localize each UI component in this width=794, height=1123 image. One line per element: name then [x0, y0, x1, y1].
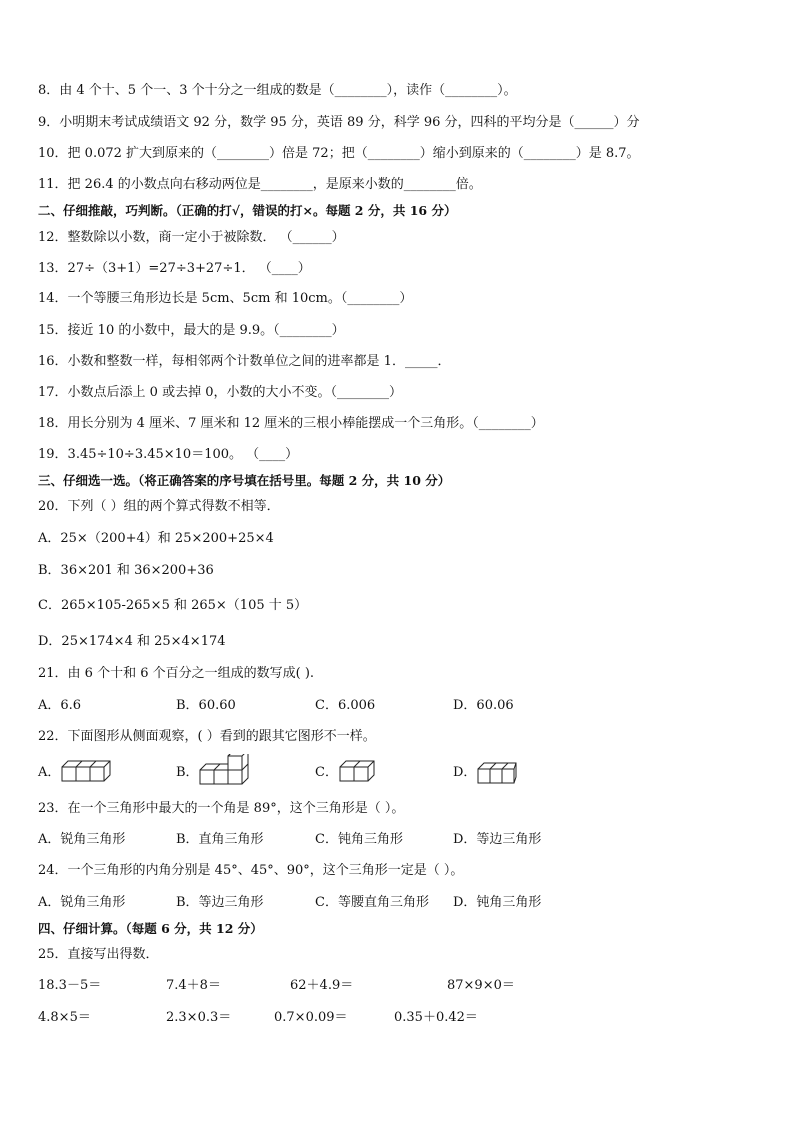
question-20-stem: 20．下列（ ）组的两个算式得数不相等．: [38, 499, 280, 514]
calc-item: 18.3－5＝: [38, 978, 102, 993]
question-18: 18．用长分别为 4 厘米、7 厘米和 12 厘米的三根小棒能摆成一个三角形。（________）: [38, 416, 544, 431]
calc-item: 0.35＋0.42＝: [394, 1010, 478, 1025]
question-20-option-d: D．25×174×4 和 25×4×174: [38, 634, 226, 649]
question-23-stem: 23．在一个三角形中最大的一个角是 89°，这个三角形是（ ）。: [38, 801, 405, 816]
calc-item: 7.4＋8＝: [166, 978, 221, 993]
section-4-heading: 四、仔细计算。（每题 6 分，共 12 分）: [38, 921, 263, 936]
question-16: 16．小数和整数一样，每相邻两个计数单位之间的进率都是 1．_____．: [38, 354, 451, 369]
question-24-option-a: A．锐角三角形: [38, 895, 126, 910]
question-21-stem: 21．由 6 个十和 6 个百分之一组成的数写成( ).: [38, 666, 315, 681]
calc-item: 62＋4.9＝: [290, 978, 354, 993]
cube-figure-a: [60, 759, 112, 785]
question-12: 12．整数除以小数，商一定小于被除数． （______）: [38, 230, 345, 245]
question-23-option-b: B．直角三角形: [176, 832, 264, 847]
question-22-stem: 22．下面图形从侧面观察，( ）看到的跟其它图形不一样。: [38, 729, 376, 744]
calc-item: 0.7×0.09＝: [274, 1010, 348, 1025]
question-23-option-c: C．钝角三角形: [315, 832, 403, 847]
question-23-option-a: A．锐角三角形: [38, 832, 126, 847]
question-21-option-d: D．60.06: [453, 698, 514, 713]
calc-item: 2.3×0.3＝: [166, 1010, 232, 1025]
question-22-option-b: B．: [176, 765, 199, 780]
question-21-option-b: B．60.60: [176, 698, 236, 713]
question-24-stem: 24．一个三角形的内角分别是 45°、45°、90°，这个三角形一定是（ ）。: [38, 863, 464, 878]
calc-item: 87×9×0＝: [447, 978, 515, 993]
section-2-heading: 二、仔细推敲，巧判断。（正确的打√，错误的打×。每题 2 分，共 16 分）: [38, 203, 457, 218]
question-21-option-a: A．6.6: [38, 698, 82, 713]
question-13: 13．27÷（3+1）=27÷3+27÷1． （____）: [38, 261, 311, 276]
question-22-option-c: C．: [315, 765, 338, 780]
question-24-option-d: D．钝角三角形: [453, 895, 542, 910]
question-14: 14．一个等腰三角形边长是 5cm、5cm 和 10cm。（________）: [38, 291, 413, 306]
question-20-option-c: C．265×105-265×5 和 265×（105 十 5）: [38, 598, 308, 613]
cube-figure-b: [198, 754, 252, 788]
question-17: 17．小数点后添上 0 或去掉 0，小数的大小不变。（________）: [38, 385, 402, 400]
question-11: 11．把 26.4 的小数点向右移动两位是________，是原来小数的________倍。: [38, 177, 482, 192]
question-10: 10．把 0.072 扩大到原来的（________）倍是 72；把（________）缩小到原来的（________）是 8.7。: [38, 146, 640, 161]
section-3-heading: 三、仔细选一选。（将正确答案的序号填在括号里。每题 2 分，共 10 分）: [38, 473, 451, 488]
question-8: 8．由 4 个十、5 个一、3 个十分之一组成的数是（________），读作（________）。: [38, 83, 517, 98]
calc-item: 4.8×5＝: [38, 1010, 91, 1025]
question-24-option-c: C．等腰直角三角形: [315, 895, 429, 910]
question-24-option-b: B．等边三角形: [176, 895, 264, 910]
cube-figure-d: [476, 759, 520, 787]
question-25-stem: 25．直接写出得数．: [38, 947, 159, 962]
question-20-option-b: B．36×201 和 36×200+36: [38, 563, 214, 578]
question-15: 15．接近 10 的小数中，最大的是 9.9。（________）: [38, 323, 345, 338]
question-23-option-d: D．等边三角形: [453, 832, 542, 847]
cube-figure-c: [338, 759, 378, 785]
question-19: 19．3.45÷10÷3.45×10＝100。 （____）: [38, 447, 299, 462]
question-22-option-d: D．: [453, 765, 477, 780]
question-20-option-a: A．25×（200+4）和 25×200+25×4: [38, 531, 274, 546]
question-21-option-c: C．6.006: [315, 698, 376, 713]
question-9: 9．小明期末考试成绩语文 92 分，数学 95 分，英语 89 分，科学 96 分，四科的平均分是（______）分: [38, 115, 640, 130]
question-22-option-a: A．: [38, 765, 61, 780]
